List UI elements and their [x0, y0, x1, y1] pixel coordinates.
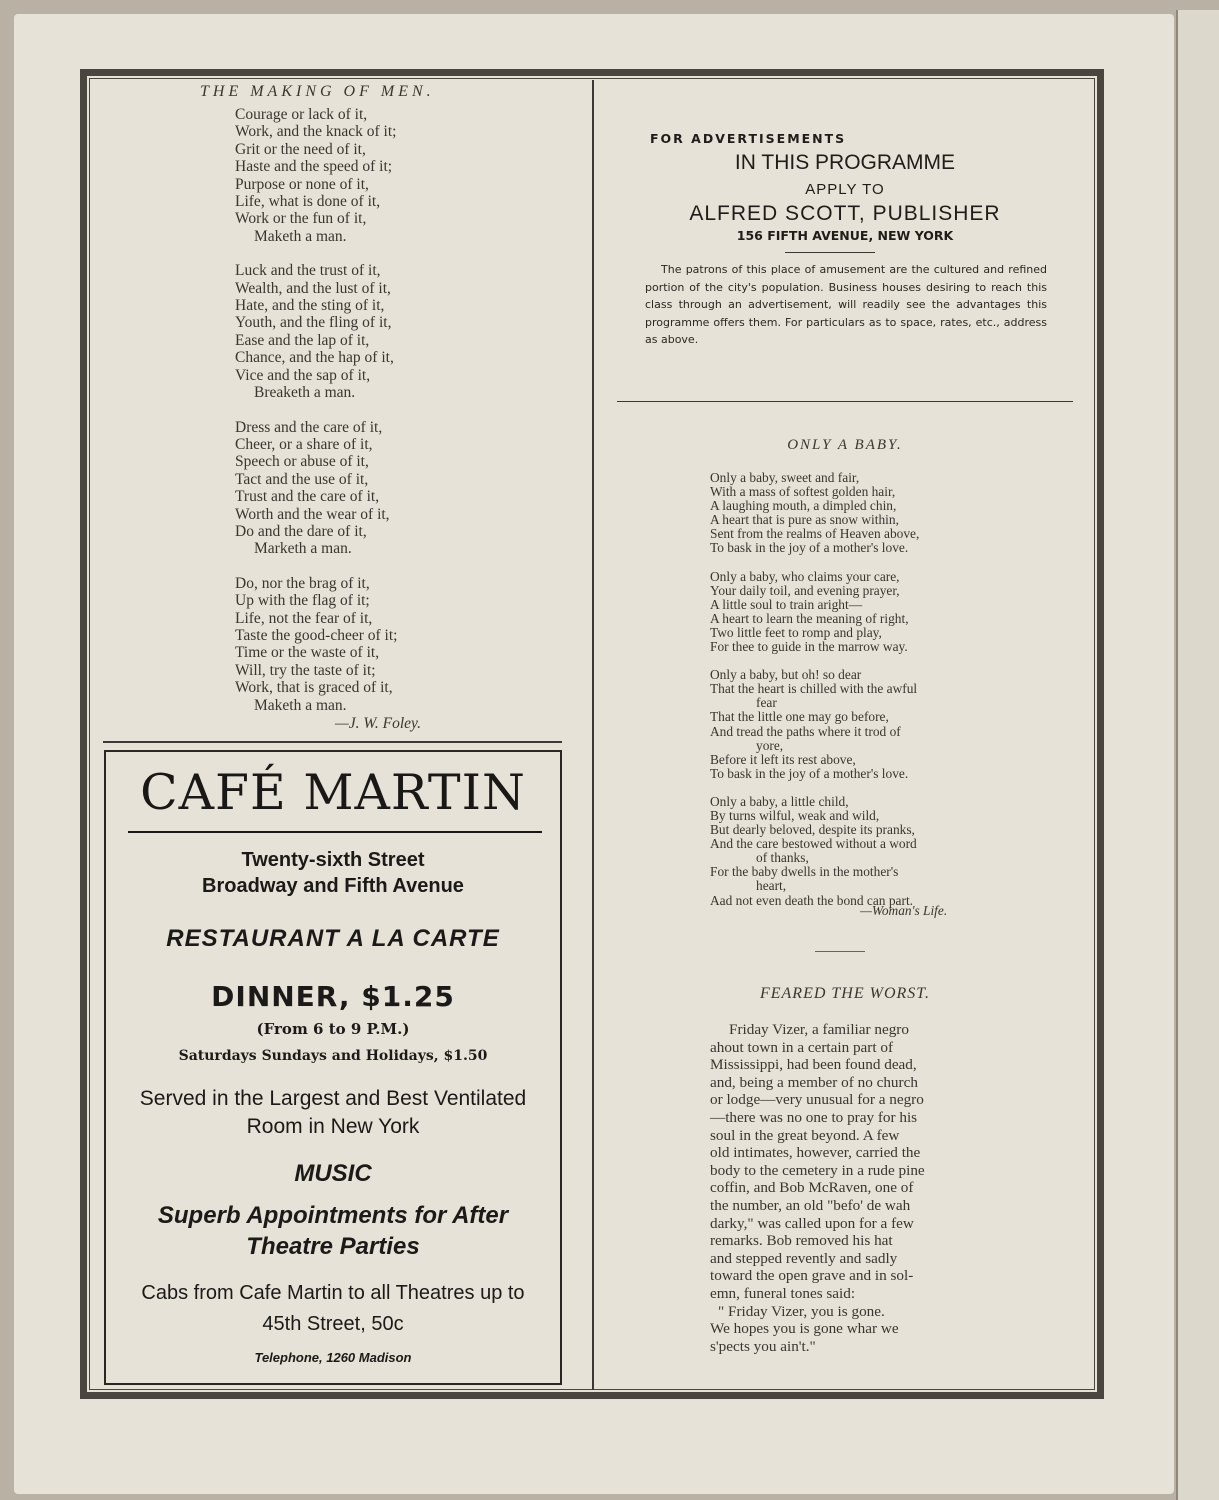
adv-publisher: ALFRED SCOTT, PUBLISHER [689, 202, 1001, 225]
baby-poem-body [710, 471, 986, 908]
poem-line: Haste and the speed of it; [235, 158, 393, 176]
feared-body [710, 1021, 986, 1355]
feared-line: old intimates, however, carried the [710, 1144, 921, 1162]
feared-line: " Friday Vizer, you is gone. [718, 1302, 885, 1320]
stanza-gap [235, 558, 495, 575]
cafe-dinner-price: DINNER, $1.25 [211, 980, 455, 1013]
stanza-gap [710, 556, 986, 570]
cafe-telephone: Telephone, 1260 Madison [254, 1350, 412, 1365]
cafe-dinner-hours: (From 6 to 9 P.M.) [256, 1020, 410, 1038]
poem-line: Trust and the care of it, [235, 488, 380, 506]
baby-poem-line: A heart that is pure as snow within, [710, 512, 899, 528]
cafe-cabs-text [106, 1278, 560, 1340]
feared-line: We hopes you is gone whar we [710, 1320, 899, 1338]
feared-line: s'pects you ain't." [710, 1337, 816, 1355]
cafe-music-heading: MUSIC [294, 1160, 372, 1187]
baby-poem-line: fear [756, 695, 777, 711]
cafe-served-line-2: Room in New York [246, 1115, 420, 1138]
poem-line: Courage or lack of it, [235, 106, 368, 123]
baby-poem-line: Only a baby, sweet and fair, [710, 470, 860, 485]
stanza-gap [710, 654, 986, 668]
baby-poem-line: For the baby dwells in the mother's [710, 864, 899, 880]
poem-line: Breaketh a man. [254, 384, 356, 402]
feared-line: coffin, and Bob McRaven, one of [710, 1179, 914, 1197]
cafe-served-line-1: Served in the Largest and Best Ventilated [139, 1087, 527, 1110]
poem-title: THE MAKING OF MEN. [200, 83, 435, 100]
stanza-gap [710, 781, 986, 795]
poem-line: Up with the flag of it; [235, 592, 370, 610]
right-section-divider [617, 401, 1073, 402]
baby-poem-line: And the care bestowed without a word [710, 836, 917, 852]
poem-line: Grit or the need of it, [235, 140, 366, 158]
poem-line: Wealth, and the lust of it, [235, 279, 391, 297]
adv-title: IN THIS PROGRAMME [734, 151, 956, 174]
baby-poem-line: Before it left its rest above, [710, 751, 856, 767]
feared-line: soul in the great beyond. A few [710, 1126, 900, 1144]
feared-line: remarks. Bob removed his hat [710, 1232, 893, 1250]
poem-line: Do and the dare of it, [235, 522, 367, 540]
poem-line: Marketh a man. [254, 540, 352, 558]
poem-line: Maketh a man. [254, 227, 347, 245]
feared-line: ahout town in a certain part of [710, 1038, 894, 1056]
baby-poem-line: With a mass of softest golden hair, [710, 484, 896, 500]
baby-poem-line: But dearly beloved, despite its pranks, [710, 822, 915, 838]
poem-line: Taste the good-cheer of it; [235, 626, 398, 644]
stanza-gap [235, 245, 495, 262]
small-divider [815, 951, 865, 952]
baby-poem-line: That the little one may go before, [710, 709, 889, 725]
baby-poem-line: To bask in the joy of a mother's love. [710, 765, 909, 781]
cafe-title-rule [128, 831, 542, 833]
cafe-street-line-1: Twenty-sixth Street [241, 849, 425, 871]
baby-poem-line: By turns wilful, weak and wild, [710, 807, 880, 823]
baby-poem-title: ONLY A BABY. [787, 437, 903, 453]
adv-address: 156 FIFTH AVENUE, NEW YORK [736, 228, 954, 243]
poem-line: Worth and the wear of it, [235, 505, 390, 523]
stanza-gap [235, 402, 495, 419]
cafe-address [106, 847, 560, 899]
feared-line: Friday Vizer, a familiar negro [729, 1021, 909, 1038]
baby-poem-line: yore, [756, 737, 784, 753]
baby-poem-line: A laughing mouth, a dimpled chin, [710, 498, 897, 514]
cafe-street-line-2: Broadway and Fifth Avenue [202, 875, 464, 897]
poem-line: Tact and the use of it, [235, 470, 369, 488]
baby-poem-line: A heart to learn the meaning of right, [710, 610, 909, 626]
adv-apply: APPLY TO [805, 181, 885, 198]
cafe-superb-line-1: Superb Appointments for After [157, 1202, 509, 1229]
poem-line: Cheer, or a share of it, [235, 435, 373, 453]
feared-line: and stepped revently and sadly [710, 1249, 898, 1267]
cafe-cabs-line-2: 45th Street, 50c [262, 1313, 404, 1335]
poem-line: Youth, and the fling of it, [235, 314, 392, 332]
baby-poem-line: Aad not even death the bond can part. [710, 892, 914, 908]
poem-line: Ease and the lap of it, [235, 331, 370, 349]
poem-line: Work, and the knack of it; [235, 123, 397, 141]
baby-poem-line: Only a baby, a little child, [710, 793, 849, 809]
adjacent-page-edge [1176, 10, 1219, 1500]
poem-line: Vice and the sap of it, [235, 366, 371, 384]
feared-line: or lodge—very unusual for a negro [710, 1091, 924, 1109]
baby-poem-line: A little soul to train aright— [710, 596, 863, 612]
cafe-superb-text [106, 1200, 560, 1262]
poem-line: Dress and the care of it, [235, 418, 383, 436]
poem-line: Work or the fun of it, [235, 210, 367, 228]
poem-line: Time or the waste of it, [235, 644, 380, 662]
baby-poem-line: Sent from the realms of Heaven above, [710, 526, 920, 542]
poem-line: Do, nor the brag of it, [235, 574, 370, 592]
poem-line: Chance, and the hap of it, [235, 349, 394, 367]
baby-poem-line: Your daily toil, and evening prayer, [710, 582, 900, 598]
cafe-restaurant-heading: RESTAURANT A LA CARTE [166, 925, 500, 952]
adv-body [645, 261, 1047, 349]
baby-poem-line: To bask in the joy of a mother's love. [710, 540, 909, 556]
baby-poem-line: Two little feet to romp and play, [710, 624, 882, 640]
poem-line: Will, try the taste of it; [235, 661, 376, 679]
baby-poem-line: heart, [756, 878, 787, 894]
baby-poem-line: Only a baby, who claims your care, [710, 568, 900, 584]
poem-line: Luck and the trust of it, [235, 262, 381, 280]
baby-poem-line: That the heart is chilled with the awful [710, 681, 918, 697]
poem-body [235, 106, 495, 714]
cafe-served-text [106, 1085, 560, 1141]
cafe-cabs-line-1: Cabs from Cafe Martin to all Theatres up to [141, 1282, 525, 1304]
cafe-superb-line-2: Theatre Parties [246, 1233, 420, 1260]
baby-poem-line: And tread the paths where it trod of [710, 723, 901, 739]
left-section-divider [103, 741, 562, 743]
adv-for-line: FOR ADVERTISEMENTS [650, 131, 847, 146]
baby-poem-line: For thee to guide in the marrow way. [710, 639, 908, 655]
feared-line: emn, funeral tones said: [710, 1284, 856, 1302]
poem-line: Hate, and the sting of it, [235, 297, 385, 315]
poem-line: Speech or abuse of it, [235, 453, 369, 471]
poem-line: Life, what is done of it, [235, 193, 381, 211]
cafe-martin-ad [104, 750, 562, 1385]
feared-line: toward the open grave and in sol- [710, 1267, 914, 1285]
baby-poem-line: of thanks, [756, 850, 809, 866]
feared-title: FEARED THE WORST. [759, 985, 930, 1002]
feared-line: Mississippi, had been found dead, [710, 1056, 917, 1074]
poem-line: Work, that is graced of it, [235, 679, 393, 697]
feared-line: the number, an old "befo' de wah [710, 1196, 911, 1214]
adv-body-text: The patrons of this place of amusement are the cultured and refined portion of the city's population. Business houses desiring to reach this class through an advertisement, will readily see the advantages this programme offers them. For particulars as to space, rates, etc., address as above. [645, 263, 1047, 346]
feared-line: and, being a member of no church [710, 1073, 918, 1091]
column-divider [592, 80, 594, 1390]
feared-line: —there was no one to pray for his [710, 1108, 918, 1126]
poem-line: Maketh a man. [254, 696, 347, 714]
adv-rule [785, 252, 875, 253]
poem-line: Purpose or none of it, [235, 175, 369, 193]
cafe-title: CAFÉ MARTIN [140, 764, 526, 821]
feared-line: darky," was called upon for a few [710, 1214, 914, 1232]
cafe-holiday-price: Saturdays Sundays and Holidays, $1.50 [178, 1048, 488, 1064]
poem-line: Life, not the fear of it, [235, 609, 373, 627]
poem-author: —J. W. Foley. [335, 715, 421, 732]
baby-poem-line: Only a baby, but oh! so dear [710, 667, 862, 683]
baby-poem-author: —Woman's Life. [860, 903, 948, 918]
feared-line: body to the cemetery in a rude pine [710, 1161, 925, 1179]
